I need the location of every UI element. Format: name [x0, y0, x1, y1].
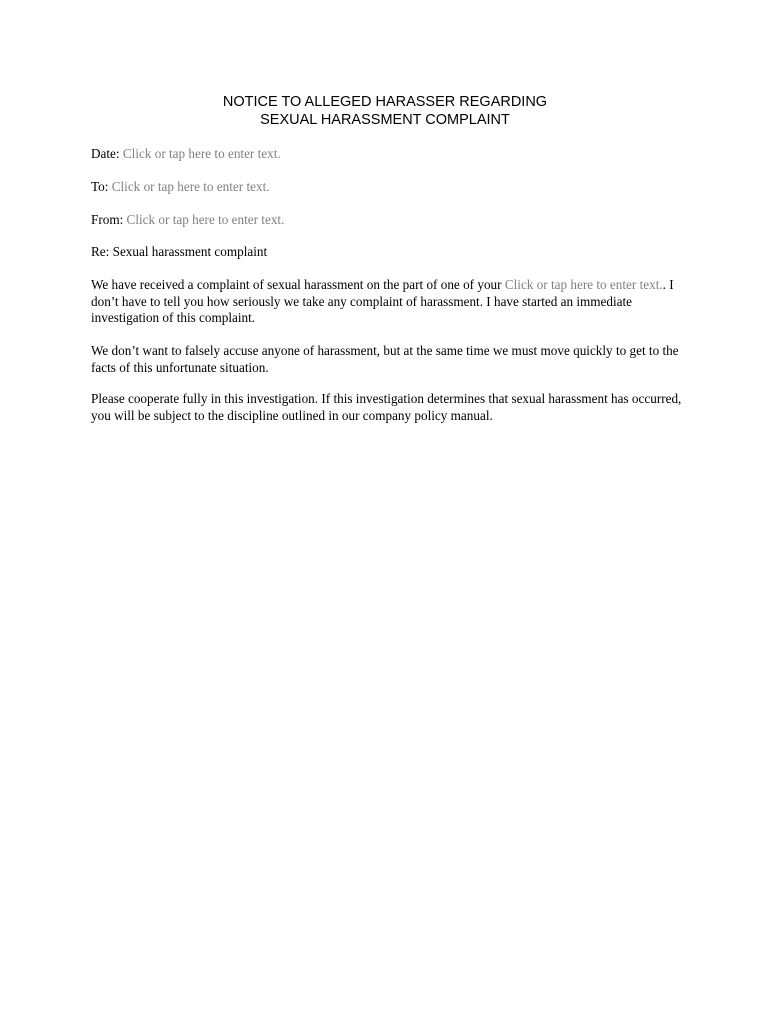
paragraph-1-text-end: . I don’t have to tell you how seriously we take any complaint of harassment. I have started an immediate investigation of this complaint.: [91, 277, 674, 325]
date-field[interactable]: Click or tap here to enter text.: [122, 146, 281, 161]
paragraph-2: We don’t want to falsely accuse anyone of harassment, but at the same time we must move quickly to get to the facts of this unfortunate situation.: [91, 343, 679, 375]
paragraph-3: Please cooperate fully in this investigation. If this investigation determines that sexual harassment has occurred, you will be subject to the discipline outlined in our company policy manual.: [91, 391, 682, 423]
to-line: [91, 179, 683, 196]
date-line: [91, 146, 683, 163]
to-label: To:: [91, 179, 109, 194]
re-line: Re: Sexual harassment complaint: [91, 244, 268, 259]
from-label: From:: [91, 212, 124, 227]
paragraph-1: [91, 277, 683, 327]
date-label: Date:: [91, 146, 120, 161]
title-line-2: SEXUAL HARASSMENT COMPLAINT: [260, 112, 510, 128]
person-type-field[interactable]: Click or tap here to enter text.: [504, 277, 663, 292]
to-field[interactable]: Click or tap here to enter text.: [111, 179, 270, 194]
title-line-1: NOTICE TO ALLEGED HARASSER REGARDING: [222, 94, 548, 110]
document-title: [0, 93, 770, 129]
from-line: [91, 212, 683, 229]
from-field[interactable]: Click or tap here to enter text.: [126, 212, 285, 227]
paragraph-1-text-start: We have received a complaint of sexual harassment on the part of one of your: [91, 277, 505, 292]
